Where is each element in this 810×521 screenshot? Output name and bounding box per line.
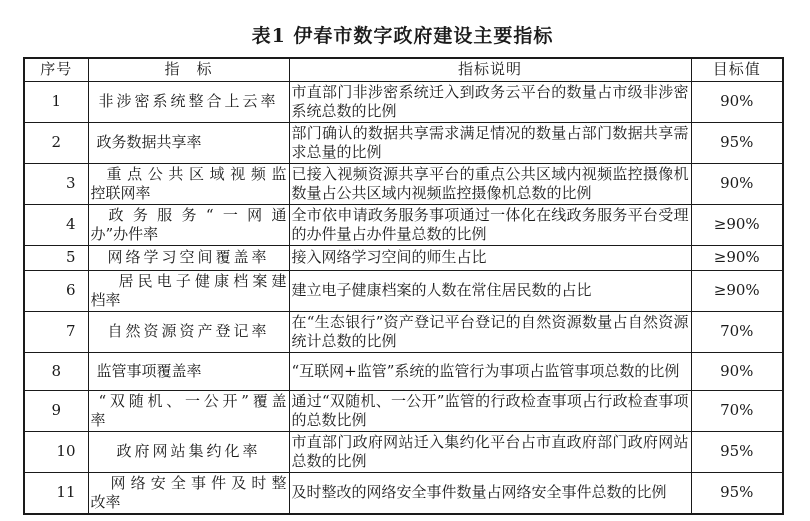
table-row — [24, 81, 783, 122]
table-row — [24, 204, 783, 245]
indicator-line: 率 — [90, 410, 106, 429]
row-number: 8 — [24, 352, 88, 390]
indicator-name — [88, 245, 289, 270]
target-value: ≥90% — [691, 204, 783, 245]
indicator-name — [88, 81, 289, 122]
row-number: 3 — [24, 163, 88, 204]
target-value: 90% — [691, 81, 783, 122]
table-title: 表1 伊春市数字政府建设主要指标 — [251, 25, 554, 47]
indicator-name — [88, 204, 289, 245]
row-number: 10 — [24, 431, 88, 472]
table-row — [24, 390, 783, 431]
row-number: 1 — [24, 81, 88, 122]
indicator-name — [88, 311, 289, 352]
indicator-description: 市直部门非涉密系统迁入到政务云平台的数量占市级非涉密系统总数的比例 — [289, 81, 691, 122]
table-row — [24, 352, 783, 390]
header-indicator: 指 标 — [88, 58, 289, 81]
target-value: 95% — [691, 472, 783, 514]
row-number: 9 — [24, 390, 88, 431]
indicator-description: 建立电子健康档案的人数在常住居民数的占比 — [289, 270, 691, 311]
indicator-line: 政务服务“一网通 — [108, 205, 287, 224]
target-value: 70% — [691, 390, 783, 431]
indicator-line: 控联网率 — [90, 183, 151, 202]
indicator-table — [23, 57, 784, 515]
indicator-description: 全市依申请政务服务事项通过一体化在线政务服务平台受理的办件量占办件量总数的比例 — [289, 204, 691, 245]
target-value: 95% — [691, 122, 783, 163]
indicator-description: 在“生态银行”资产登记平台登记的自然资源数量占自然资源统计总数的比例 — [289, 311, 691, 352]
indicator-description: 市直部门政府网站迁入集约化平台占市直政府部门政府网站总数的比例 — [289, 431, 691, 472]
indicator-name — [88, 163, 289, 204]
table-row — [24, 472, 783, 514]
target-value: ≥90% — [691, 270, 783, 311]
indicator-description: 接入网络学习空间的师生占比 — [289, 245, 691, 270]
table-row — [24, 245, 783, 270]
indicator-line: 网络安全事件及时整 — [110, 473, 287, 492]
target-value: 90% — [691, 163, 783, 204]
indicator-line: 改率 — [90, 492, 121, 511]
indicator-name — [88, 122, 289, 163]
header-target: 目标值 — [691, 58, 783, 81]
table-row — [24, 122, 783, 163]
indicator-line: 政府网站集约化率 — [116, 442, 261, 460]
table-row — [24, 270, 783, 311]
indicator-line: 监管事项覆盖率 — [96, 361, 202, 380]
table-row — [24, 431, 783, 472]
indicator-name — [88, 472, 289, 514]
indicator-line: 办”办件率 — [90, 224, 159, 243]
indicator-line: 政务数据共享率 — [96, 133, 202, 151]
table-row — [24, 163, 783, 204]
indicator-name — [88, 390, 289, 431]
row-number: 7 — [24, 311, 88, 352]
indicator-name — [88, 352, 289, 390]
indicator-line: 重点公共区域视频监 — [106, 164, 287, 183]
indicator-line: 非涉密系统整合上云率 — [98, 92, 279, 110]
target-value: 70% — [691, 311, 783, 352]
indicator-line: 居民电子健康档案建 — [118, 271, 287, 290]
row-number: 2 — [24, 122, 88, 163]
header-row — [24, 58, 783, 81]
target-value: 95% — [691, 431, 783, 472]
indicator-description: “互联网+监管”系统的监管行为事项占监管事项总数的比例 — [289, 352, 691, 390]
target-value: 90% — [691, 352, 783, 390]
row-number: 11 — [24, 472, 88, 514]
row-number: 5 — [24, 245, 88, 270]
indicator-description: 已接入视频资源共享平台的重点公共区域内视频监控摄像机数量占公共区域内视频监控摄像机总数的比例 — [289, 163, 691, 204]
header-num: 序号 — [24, 58, 88, 81]
indicator-line: 自然资源资产登记率 — [107, 322, 270, 340]
indicator-line: 档率 — [90, 290, 121, 309]
table-row — [24, 311, 783, 352]
indicator-description: 通过“双随机、一公开”监管的行政检查事项占行政检查事项的总数比例 — [289, 390, 691, 431]
row-number: 6 — [24, 270, 88, 311]
indicator-name — [88, 270, 289, 311]
indicator-description: 及时整改的网络安全事件数量占网络安全事件总数的比例 — [289, 472, 691, 514]
indicator-line: “双随机、一公开”覆盖 — [98, 391, 287, 410]
indicator-name — [88, 431, 289, 472]
header-description: 指标说明 — [289, 58, 691, 81]
indicator-description: 部门确认的数据共享需求满足情况的数量占部门数据共享需求总量的比例 — [289, 122, 691, 163]
row-number: 4 — [24, 204, 88, 245]
target-value: ≥90% — [691, 245, 783, 270]
indicator-line: 网络学习空间覆盖率 — [107, 248, 270, 266]
